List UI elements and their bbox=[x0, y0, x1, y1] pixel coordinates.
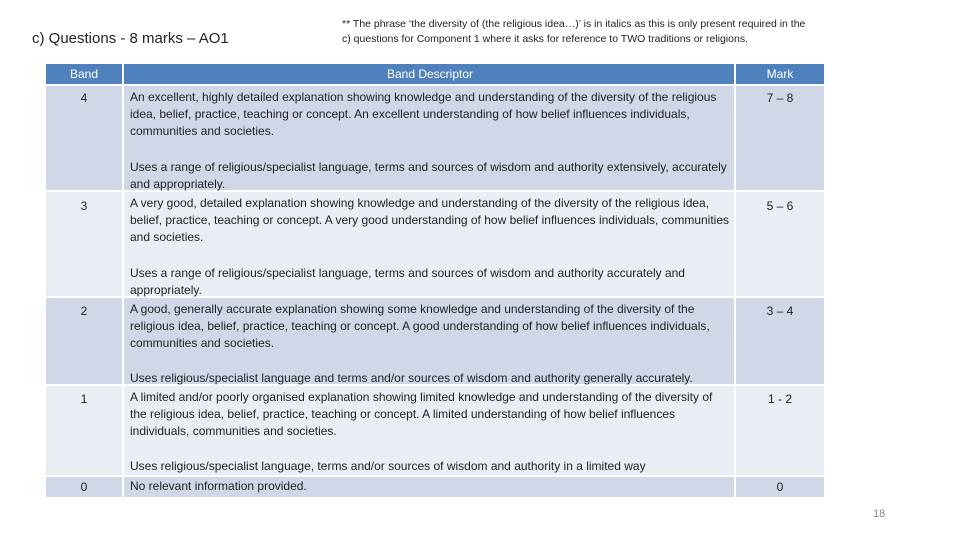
slide-title: c) Questions - 8 marks – AO1 bbox=[32, 30, 229, 47]
descriptor-text: Uses religious/specialist language and terms and/or sources of wisdom and authority generally accurately. bbox=[130, 371, 693, 385]
descriptor-text: Uses religious/specialist language, terms and/or sources of wisdom and authority in a limited way bbox=[130, 459, 646, 473]
table-row-band-2 bbox=[46, 298, 824, 386]
band-number: 3 bbox=[80, 199, 88, 213]
descriptor-text: A limited and/or poorly organised explanation showing limited knowledge and understanding of the diversity of the religious idea, belief, practice, teaching or concept. A limited understanding of how belief influences individuals, communities and societies. bbox=[130, 390, 713, 438]
italics-note: ** The phrase ‘the diversity of (the religious idea…)’ is in italics as this is only present required in the c) questions for Component 1 where it asks for reference to TWO traditions or religions. bbox=[342, 18, 806, 45]
mark-range: 0 bbox=[776, 480, 784, 494]
page-number: 18 bbox=[873, 508, 886, 520]
descriptor-text: An excellent, highly detailed explanation showing knowledge and understanding of the diversity of the religious idea, belief, practice, teaching or concept. An excellent understanding of how belief influences individuals, communities and societies. bbox=[130, 90, 717, 138]
table-row-band-0 bbox=[46, 477, 824, 499]
header-band: Band bbox=[69, 67, 99, 81]
band-number: 2 bbox=[80, 304, 88, 318]
band-number: 4 bbox=[80, 91, 88, 105]
mark-range: 3 – 4 bbox=[766, 304, 794, 318]
descriptor-text: Uses a range of religious/specialist language, terms and sources of wisdom and authority accurately and appropriately. bbox=[130, 266, 685, 297]
descriptor-text: No relevant information provided. bbox=[130, 479, 307, 493]
descriptor-text: A good, generally accurate explanation showing some knowledge and understanding of the diversity of the religious idea, belief, practice, teaching or concept. A good understanding of how belief influences individuals, communities and societies. bbox=[130, 302, 710, 350]
header-mark: Mark bbox=[734, 64, 824, 84]
descriptor-text: Uses a range of religious/specialist language, terms and sources of wisdom and authority extensively, accurately and appropriately. bbox=[130, 160, 727, 191]
descriptor-text: A very good, detailed explanation showing knowledge and understanding of the diversity of the religious idea, belief, practice, teaching or concept. A very good understanding of how belief influences individuals, communities and societies. bbox=[130, 196, 730, 244]
mark-range: 1 - 2 bbox=[767, 392, 792, 406]
mark-range: 5 – 6 bbox=[766, 199, 794, 213]
table-row-band-1 bbox=[46, 386, 824, 477]
band-descriptor-table bbox=[46, 64, 824, 499]
table-header-row bbox=[46, 64, 824, 86]
band-number: 0 bbox=[80, 480, 88, 494]
mark-range: 7 – 8 bbox=[766, 91, 794, 105]
table-row-band-3 bbox=[46, 192, 824, 298]
band-number: 1 bbox=[80, 392, 88, 406]
table-row-band-4 bbox=[46, 86, 824, 192]
header-band-descriptor: Band Descriptor bbox=[122, 64, 734, 84]
